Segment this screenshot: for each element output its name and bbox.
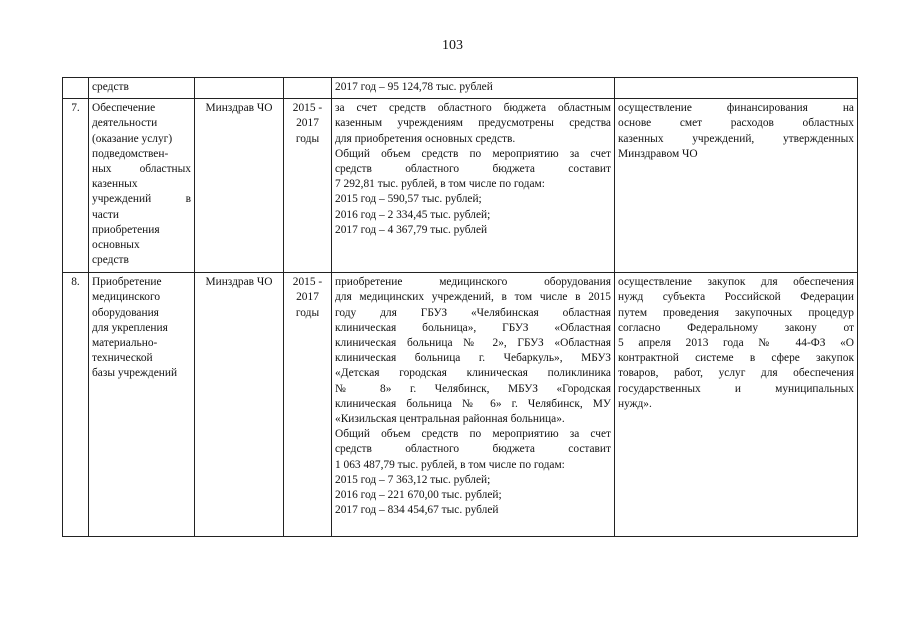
result-line: казенных учреждений, утвержденных <box>618 132 854 145</box>
cell-name <box>89 78 195 99</box>
name-line: (оказание услуг) <box>92 132 173 145</box>
description-line: «Детская городская клиническая поликлиника <box>335 367 611 380</box>
name-line: казенных <box>92 178 138 191</box>
cell-description <box>332 78 615 99</box>
result-line: Минздравом ЧО <box>618 147 698 160</box>
name-line: подведомствен- <box>92 147 169 160</box>
measures-table <box>62 77 858 537</box>
row-number: 8. <box>63 273 89 537</box>
measure-name-cell <box>89 99 195 273</box>
measure-name-cell <box>89 273 195 537</box>
description-line: 2015 год – 7 363,12 тыс. рублей; <box>335 473 491 486</box>
name-line: деятельности <box>92 117 158 130</box>
years-line: 2015 - <box>292 102 323 115</box>
description-cell <box>332 99 615 273</box>
description-line: клиническая больница г. Чебаркуль», МБУЗ <box>335 352 611 365</box>
result-line: путем проведения закупочных процедур <box>618 306 854 319</box>
name-line: учреждений в <box>92 193 191 206</box>
description-line: клиническая больница», ГБУЗ «Областная <box>335 321 611 334</box>
description-line: 2017 год – 4 367,79 тыс. рублей <box>335 223 488 236</box>
description-line: 2017 год – 834 454,67 тыс. рублей <box>335 504 499 517</box>
years-cell <box>284 99 332 273</box>
name-line: материально- <box>92 337 158 350</box>
description-line: 2016 год – 221 670,00 тыс. рублей; <box>335 489 502 502</box>
result-line: согласно Федеральному закону от <box>618 321 854 334</box>
name-line: технической <box>92 352 153 365</box>
name-line: средств <box>92 81 129 93</box>
description-cell <box>332 273 615 537</box>
cell-years <box>284 78 332 99</box>
name-line: Приобретение <box>92 276 162 289</box>
executor-cell: Минздрав ЧО <box>195 99 284 273</box>
description-line: для медицинских учреждений, в том числе в 2015 <box>335 291 611 304</box>
description-line: 1 063 487,79 тыс. рублей, в том числе по годам: <box>335 458 565 471</box>
description-line: казенным учреждениям предусмотрены средства <box>335 117 611 130</box>
table-row-7 <box>63 99 858 273</box>
name-line: оборудования <box>92 306 159 319</box>
name-line: базы учреждений <box>92 367 178 380</box>
name-line: части <box>92 208 119 221</box>
executor-cell: Минздрав ЧО <box>195 273 284 537</box>
result-line: нужд субъекта Российской Федерации <box>618 291 854 304</box>
name-line: приобретения <box>92 223 160 236</box>
row-number: 7. <box>63 99 89 273</box>
description-line: Общий объем средств по мероприятию за счет <box>335 147 611 160</box>
table-row-continuation <box>63 78 858 99</box>
result-line: государственных и муниципальных <box>618 382 854 395</box>
result-cell <box>615 273 858 537</box>
years-line: годы <box>295 132 320 145</box>
description-line: средств областного бюджета составит <box>335 163 611 176</box>
description-line: году для ГБУЗ «Челябинская областная <box>335 306 611 319</box>
description-line: средств областного бюджета составит <box>335 443 611 456</box>
result-line: нужд». <box>618 397 652 410</box>
description-line: 2016 год – 2 334,45 тыс. рублей; <box>335 208 491 221</box>
name-line: медицинского <box>92 291 161 304</box>
description-line: приобретение медицинского оборудования <box>335 276 611 289</box>
result-line: контрактной системе в сфере закупок <box>618 352 854 365</box>
result-line: основе смет расходов областных <box>618 117 854 130</box>
cell-num <box>63 78 89 99</box>
description-line: для приобретения основных средств. <box>335 132 516 145</box>
years-cell <box>284 273 332 537</box>
name-line: основных <box>92 239 140 252</box>
years-line: 2015 - <box>292 276 323 289</box>
description-line: клиническая больница № 6» г. Челябинск, МУ <box>335 397 611 410</box>
description-line: клиническая больница № 2», ГБУЗ «Областная <box>335 337 611 350</box>
result-line: 5 апреля 2013 года № 44-ФЗ «О <box>618 337 854 350</box>
years-line: 2017 <box>296 117 319 130</box>
page-number: 103 <box>442 38 463 53</box>
name-line: ных областных <box>92 163 191 176</box>
years-line: годы <box>295 306 320 319</box>
description-line: 2017 год – 95 124,78 тыс. рублей <box>335 81 493 93</box>
result-line: осуществление финансирования на <box>618 102 854 115</box>
description-line: № 8» г. Челябинск, МБУЗ «Городская <box>335 382 611 395</box>
description-line: 2015 год – 590,57 тыс. рублей; <box>335 193 482 206</box>
description-line: за счет средств областного бюджета областным <box>335 102 611 115</box>
result-line: осуществление закупок для обеспечения <box>618 276 854 289</box>
description-line: «Кизильская центральная районная больница». <box>335 413 565 426</box>
description-line: 7 292,81 тыс. рублей, в том числе по годам: <box>335 178 545 191</box>
table-row-8 <box>63 273 858 537</box>
name-line: Обеспечение <box>92 102 156 115</box>
name-line: для укрепления <box>92 321 168 334</box>
name-line: средств <box>92 254 129 267</box>
cell-executor <box>195 78 284 99</box>
years-line: 2017 <box>296 291 319 304</box>
result-cell <box>615 99 858 273</box>
cell-result <box>615 78 858 99</box>
description-line: Общий объем средств по мероприятию за счет <box>335 428 611 441</box>
result-line: товаров, работ, услуг для обеспечения <box>618 367 854 380</box>
